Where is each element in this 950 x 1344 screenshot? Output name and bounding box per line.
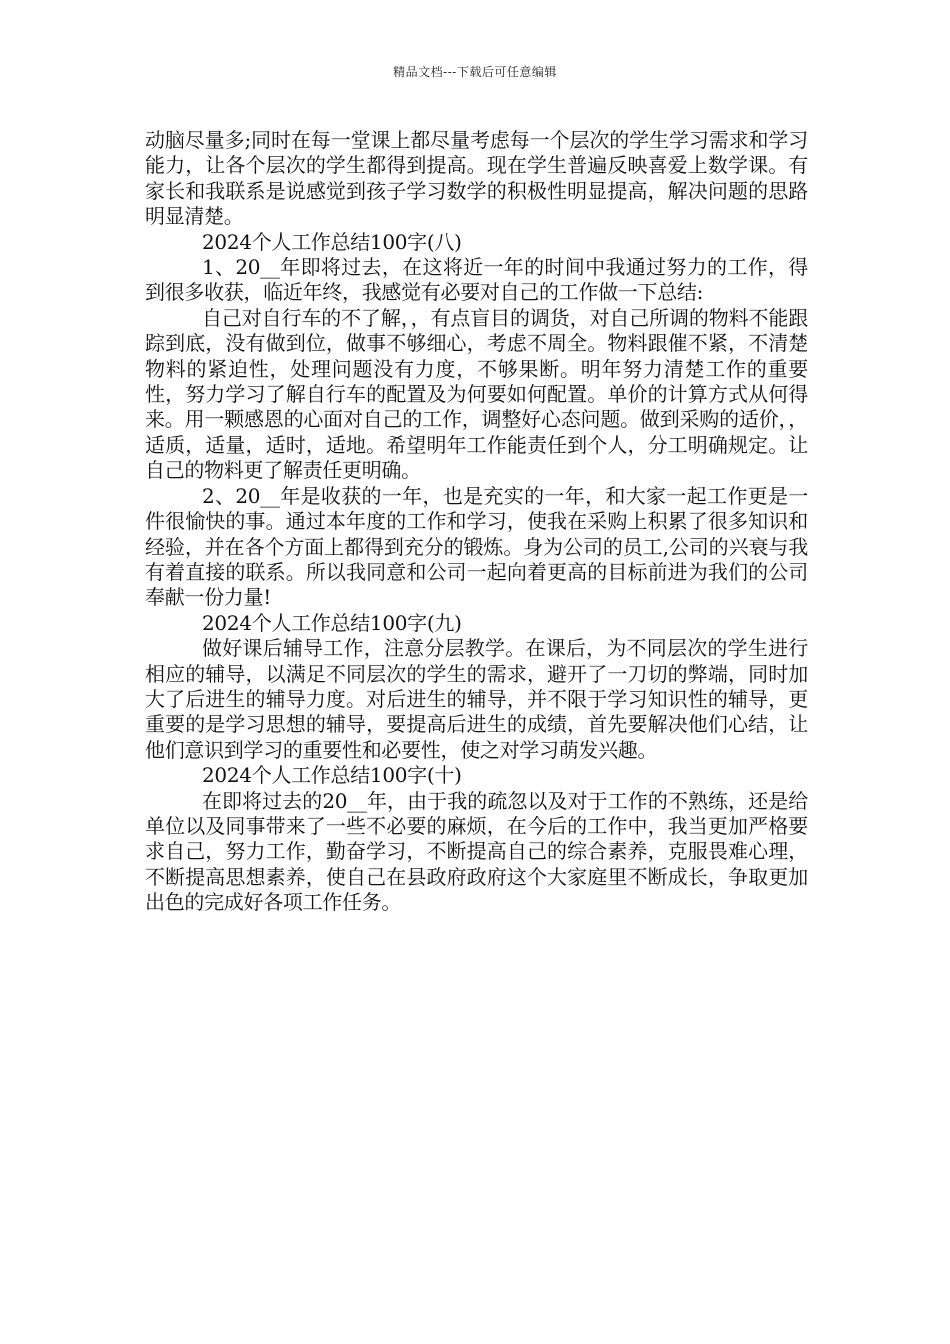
section-heading: 2024个人工作总结100字(八) [202,229,462,254]
body-paragraph: 在即将过去的20__年，由于我的疏忽以及对于工作的不熟练，还是给单位以及同事带来了一些不必要的麻烦，在今后的工作中，我当更加严格要求自己，努力工作，勤奋学习，不断提高自己的综合素养，克服畏难心理，不断提高思想素养，使自己在县政府政府这个大家庭里不断成长，争取更加出色的完成好各项工作任务。 [145,788,808,915]
body-paragraph: 2、20__年是收获的一年，也是充实的一年，和大家一起工作更是一件很愉快的事。通过本年度的工作和学习，使我在采购上积累了很多知识和经验，并在各个方面上都得到充分的锻炼。身为公司的员工,公司的兴衰与我有着直接的联系。所以我同意和公司一起向着更高的目标前进为我们的公司奉献一份力量! [145,483,808,610]
body-paragraph: 1、20__年即将过去，在这将近一年的时间中我通过努力的工作，得到很多收获，临近年终，我感觉有必要对自己的工作做一下总结: [145,255,808,305]
body-paragraph: 自己对自行车的不了解，，有点盲目的调货，对自己所调的物料不能跟踪到底，没有做到位，做事不够细心，考虑不周全。物料跟催不紧，不清楚物料的紧迫性，处理问题没有力度，不够果断。明年努力清楚工作的重要性，努力学习了解自行车的配置及为何要如何配置。单价的计算方式从何得来。用一颗感恩的心面对自己的工作，调整好心态问题。做到采购的适价，，适质，适量，适时，适地。希望明年工作能责任到个人，分工明确规定。让自己的物料更了解责任更明确。 [145,305,808,483]
page-header: 精品文档---下载后可任意编辑 [393,65,557,79]
section-heading: 2024个人工作总结100字(十) [202,763,462,788]
section-heading: 2024个人工作总结100字(九) [202,610,462,635]
body-paragraph: 动脑尽量多;同时在每一堂课上都尽量考虑每一个层次的学生学习需求和学习能力，让各个层次的学生都得到提高。现在学生普遍反映喜爱上数学课。有家长和我联系是说感觉到孩子学习数学的积极性明显提高，解决问题的思路明显清楚。 [145,128,808,229]
body-paragraph: 做好课后辅导工作，注意分层教学。在课后，为不同层次的学生进行相应的辅导，以满足不同层次的学生的需求，避开了一刀切的弊端，同时加大了后进生的辅导力度。对后进生的辅导，并不限于学习知识性的辅导，更重要的是学习思想的辅导，要提高后进生的成绩，首先要解决他们心结，让他们意识到学习的重要性和必要性，使之对学习萌发兴趣。 [145,636,808,762]
document-body [145,128,808,916]
